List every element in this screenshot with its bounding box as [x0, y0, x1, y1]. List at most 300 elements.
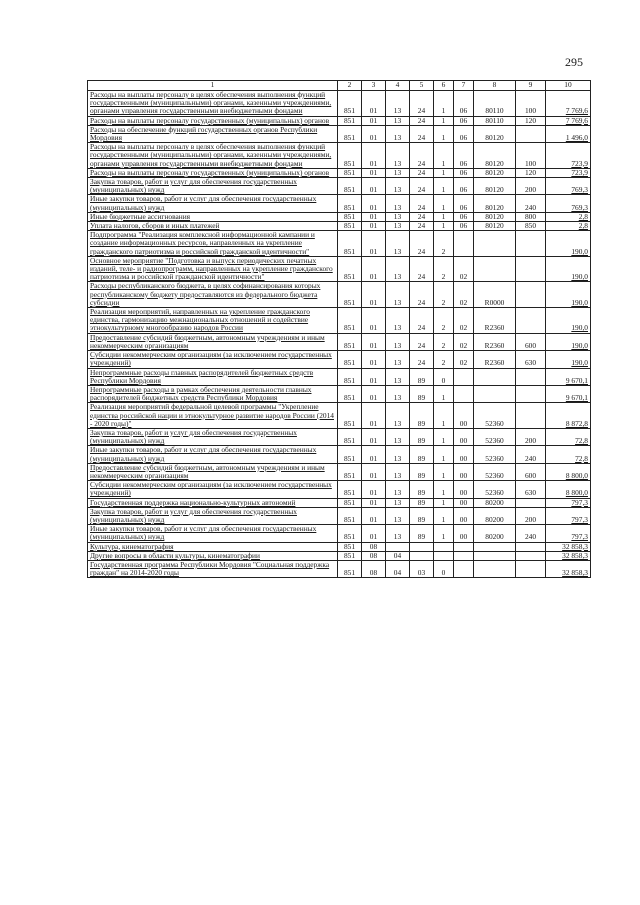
- amount-cell: 7 769,6: [546, 116, 591, 125]
- code-cell-c3: 01: [362, 195, 386, 212]
- code-cell-c2: 851: [338, 551, 362, 560]
- code-cell-c9: 200: [516, 178, 546, 195]
- amount-cell: 797,3: [546, 498, 591, 507]
- amount-cell: 190,0: [546, 308, 591, 334]
- code-cell-c6: 1: [434, 385, 454, 402]
- table-row: [88, 195, 591, 212]
- code-cell-c7: 06: [454, 168, 474, 177]
- code-cell-c8: 80200: [474, 498, 516, 507]
- code-cell-c6: 2: [434, 308, 454, 334]
- code-cell-c4: 13: [386, 222, 410, 231]
- code-cell-c4: 04: [386, 551, 410, 560]
- code-cell-c5: 24: [410, 116, 434, 125]
- code-cell-c7: [454, 368, 474, 385]
- code-cell-c7: 00: [454, 403, 474, 429]
- code-cell-c3: 01: [362, 428, 386, 445]
- code-cell-c8: 80200: [474, 507, 516, 524]
- code-cell-c4: 13: [386, 168, 410, 177]
- code-cell-c4: 13: [386, 525, 410, 542]
- code-cell-c9: 120: [516, 168, 546, 177]
- code-cell-c5: 89: [410, 507, 434, 524]
- code-cell-c9: 630: [516, 481, 546, 498]
- amount-cell: 72,8: [546, 428, 591, 445]
- code-cell-c3: 01: [362, 525, 386, 542]
- expense-name-cell: Иные бюджетные ассигнования: [88, 212, 338, 221]
- expense-name-cell: Расходы на выплаты персоналу государственных (муниципальных) органов: [88, 116, 338, 125]
- code-cell-c8: 52360: [474, 403, 516, 429]
- code-cell-c6: 1: [434, 428, 454, 445]
- amount-cell: 723,9: [546, 168, 591, 177]
- code-cell-c2: 851: [338, 560, 362, 577]
- code-cell-c3: 01: [362, 91, 386, 117]
- code-cell-c9: [516, 498, 546, 507]
- table-row: [88, 351, 591, 368]
- amount-cell: 190,0: [546, 282, 591, 308]
- code-cell-c3: 01: [362, 116, 386, 125]
- code-cell-c2: 851: [338, 222, 362, 231]
- code-cell-c8: [474, 542, 516, 551]
- code-cell-c3: 01: [362, 231, 386, 257]
- code-cell-c5: [410, 551, 434, 560]
- code-cell-c3: 01: [362, 125, 386, 142]
- code-cell-c5: 24: [410, 195, 434, 212]
- code-cell-c2: 851: [338, 143, 362, 169]
- code-cell-c7: [454, 560, 474, 577]
- code-cell-c2: 851: [338, 507, 362, 524]
- expense-name-cell: Субсидии некоммерческим организациям (за исключением государственных учреждений): [88, 351, 338, 368]
- code-cell-c8: R0000: [474, 282, 516, 308]
- code-cell-c9: [516, 368, 546, 385]
- amount-cell: 9 670,1: [546, 368, 591, 385]
- table-body: [88, 91, 591, 578]
- amount-cell: 1 496,0: [546, 125, 591, 142]
- header-cell: 1: [88, 81, 338, 91]
- code-cell-c4: 13: [386, 91, 410, 117]
- code-cell-c5: 89: [410, 481, 434, 498]
- amount-cell: 8 800,0: [546, 481, 591, 498]
- code-cell-c7: 02: [454, 351, 474, 368]
- expense-name-cell: Государственная поддержка национально-культурных автономий: [88, 498, 338, 507]
- code-cell-c9: 200: [516, 428, 546, 445]
- page-number: 295: [565, 55, 583, 69]
- amount-cell: 769,3: [546, 178, 591, 195]
- expense-name-cell: Расходы на выплаты персоналу государственных (муниципальных) органов: [88, 168, 338, 177]
- code-cell-c6: 2: [434, 351, 454, 368]
- code-cell-c9: [516, 560, 546, 577]
- code-cell-c5: 89: [410, 403, 434, 429]
- code-cell-c5: 89: [410, 525, 434, 542]
- code-cell-c9: [516, 542, 546, 551]
- expense-name-cell: Иные закупки товаров, работ и услуг для обеспечения государственных (муниципальных) нужд: [88, 195, 338, 212]
- code-cell-c7: 06: [454, 178, 474, 195]
- table-row: [88, 168, 591, 177]
- budget-table: [87, 80, 591, 578]
- amount-cell: 2,8: [546, 212, 591, 221]
- code-cell-c9: 200: [516, 507, 546, 524]
- code-cell-c8: R2360: [474, 308, 516, 334]
- code-cell-c2: 851: [338, 481, 362, 498]
- expense-name-cell: Государственная программа Республики Мордовия "Социальная поддержка граждан" на 2014-2020 годы: [88, 560, 338, 577]
- code-cell-c8: 52360: [474, 463, 516, 480]
- header-cell: 3: [362, 81, 386, 91]
- code-cell-c5: 24: [410, 168, 434, 177]
- table-row: [88, 368, 591, 385]
- expense-name-cell: Непрограммные расходы главных распорядителей бюджетных средств Республики Мордовия: [88, 368, 338, 385]
- code-cell-c4: 04: [386, 560, 410, 577]
- code-cell-c3: 01: [362, 507, 386, 524]
- expense-name-cell: Расходы на выплаты персоналу в целях обеспечения выполнения функций государственными (муниципальными) органами, казенными учреждениями, органами управления государственными внебюджетными фондами: [88, 91, 338, 117]
- code-cell-c9: 630: [516, 351, 546, 368]
- code-cell-c9: 100: [516, 91, 546, 117]
- code-cell-c4: 13: [386, 507, 410, 524]
- code-cell-c3: 01: [362, 351, 386, 368]
- amount-cell: 32 858,3: [546, 560, 591, 577]
- code-cell-c6: 1: [434, 125, 454, 142]
- code-cell-c9: 100: [516, 143, 546, 169]
- table-row: [88, 403, 591, 429]
- code-cell-c5: 24: [410, 256, 434, 282]
- amount-cell: 7 769,6: [546, 91, 591, 117]
- code-cell-c6: 0: [434, 368, 454, 385]
- amount-cell: 769,3: [546, 195, 591, 212]
- code-cell-c2: 851: [338, 446, 362, 463]
- code-cell-c7: 00: [454, 481, 474, 498]
- code-cell-c7: 06: [454, 195, 474, 212]
- code-cell-c5: 03: [410, 560, 434, 577]
- code-cell-c6: 1: [434, 195, 454, 212]
- amount-cell: 8 872,8: [546, 403, 591, 429]
- code-cell-c4: 13: [386, 403, 410, 429]
- code-cell-c4: 13: [386, 125, 410, 142]
- code-cell-c9: [516, 551, 546, 560]
- code-cell-c6: 2: [434, 282, 454, 308]
- code-cell-c2: 851: [338, 308, 362, 334]
- code-cell-c4: 13: [386, 498, 410, 507]
- code-cell-c6: 2: [434, 256, 454, 282]
- amount-cell: 723,9: [546, 143, 591, 169]
- code-cell-c7: [454, 231, 474, 257]
- code-cell-c9: [516, 403, 546, 429]
- code-cell-c6: 1: [434, 446, 454, 463]
- amount-cell: 8 800,0: [546, 463, 591, 480]
- code-cell-c5: 89: [410, 428, 434, 445]
- code-cell-c9: 600: [516, 333, 546, 350]
- table-row: [88, 282, 591, 308]
- code-cell-c5: 24: [410, 351, 434, 368]
- code-cell-c8: 52360: [474, 446, 516, 463]
- code-cell-c3: 08: [362, 542, 386, 551]
- code-cell-c9: 240: [516, 446, 546, 463]
- code-cell-c3: 01: [362, 222, 386, 231]
- code-cell-c3: 01: [362, 446, 386, 463]
- code-cell-c6: 1: [434, 498, 454, 507]
- table-row: [88, 333, 591, 350]
- table-row: [88, 481, 591, 498]
- code-cell-c7: 06: [454, 143, 474, 169]
- code-cell-c5: 24: [410, 231, 434, 257]
- amount-cell: 190,0: [546, 256, 591, 282]
- code-cell-c8: 52360: [474, 481, 516, 498]
- code-cell-c2: 851: [338, 498, 362, 507]
- header-cell: 4: [386, 81, 410, 91]
- expense-name-cell: Закупка товаров, работ и услуг для обеспечения государственных (муниципальных) нужд: [88, 507, 338, 524]
- code-cell-c4: 13: [386, 282, 410, 308]
- code-cell-c2: 851: [338, 542, 362, 551]
- code-cell-c7: 00: [454, 428, 474, 445]
- expense-name-cell: Подпрограмма "Реализация комплексной информационной кампании и создание информационных ресурсов, направленных на укрепление гражданского патриотизма и российской гражданской идентичности": [88, 231, 338, 257]
- expense-name-cell: Закупка товаров, работ и услуг для обеспечения государственных (муниципальных) нужд: [88, 178, 338, 195]
- table-row: [88, 178, 591, 195]
- code-cell-c5: 24: [410, 308, 434, 334]
- code-cell-c3: 01: [362, 308, 386, 334]
- code-cell-c2: 851: [338, 351, 362, 368]
- table-row: [88, 212, 591, 221]
- table-row: [88, 231, 591, 257]
- code-cell-c2: 851: [338, 463, 362, 480]
- amount-cell: 190,0: [546, 333, 591, 350]
- code-cell-c9: [516, 231, 546, 257]
- code-cell-c5: 24: [410, 212, 434, 221]
- code-cell-c3: 01: [362, 481, 386, 498]
- code-cell-c6: 1: [434, 178, 454, 195]
- header-cell: 10: [546, 81, 591, 91]
- header-cell: 7: [454, 81, 474, 91]
- code-cell-c8: 80120: [474, 178, 516, 195]
- code-cell-c9: 240: [516, 525, 546, 542]
- header-row: [88, 81, 591, 91]
- code-cell-c4: 13: [386, 385, 410, 402]
- code-cell-c2: 851: [338, 168, 362, 177]
- code-cell-c8: 80120: [474, 125, 516, 142]
- code-cell-c9: 800: [516, 212, 546, 221]
- expense-name-cell: Другие вопросы в области культуры, кинематографии: [88, 551, 338, 560]
- code-cell-c8: 80200: [474, 525, 516, 542]
- expense-name-cell: Закупка товаров, работ и услуг для обеспечения государственных (муниципальных) нужд: [88, 428, 338, 445]
- code-cell-c4: 13: [386, 428, 410, 445]
- code-cell-c8: 80120: [474, 222, 516, 231]
- code-cell-c4: 13: [386, 446, 410, 463]
- code-cell-c4: 13: [386, 231, 410, 257]
- code-cell-c8: [474, 560, 516, 577]
- code-cell-c9: [516, 308, 546, 334]
- code-cell-c8: [474, 231, 516, 257]
- code-cell-c4: [386, 542, 410, 551]
- expense-name-cell: Иные закупки товаров, работ и услуг для обеспечения государственных (муниципальных) нужд: [88, 446, 338, 463]
- code-cell-c7: 06: [454, 222, 474, 231]
- code-cell-c3: 01: [362, 403, 386, 429]
- code-cell-c3: 01: [362, 143, 386, 169]
- code-cell-c3: 08: [362, 560, 386, 577]
- header-cell: 6: [434, 81, 454, 91]
- code-cell-c9: 240: [516, 195, 546, 212]
- code-cell-c3: 01: [362, 282, 386, 308]
- code-cell-c7: 00: [454, 463, 474, 480]
- table-row: [88, 560, 591, 577]
- header-cell: 9: [516, 81, 546, 91]
- code-cell-c2: 851: [338, 116, 362, 125]
- code-cell-c6: 1: [434, 116, 454, 125]
- amount-cell: 2,8: [546, 222, 591, 231]
- code-cell-c3: 01: [362, 498, 386, 507]
- expense-name-cell: Субсидии некоммерческим организациям (за исключением государственных учреждений): [88, 481, 338, 498]
- code-cell-c8: [474, 368, 516, 385]
- code-cell-c8: [474, 256, 516, 282]
- code-cell-c7: 02: [454, 308, 474, 334]
- table-row: [88, 116, 591, 125]
- code-cell-c5: 89: [410, 463, 434, 480]
- code-cell-c2: 851: [338, 368, 362, 385]
- code-cell-c8: 80120: [474, 195, 516, 212]
- code-cell-c7: [454, 385, 474, 402]
- code-cell-c8: 80110: [474, 116, 516, 125]
- expense-name-cell: Предоставление субсидий бюджетным, автономным учреждениям и иным некоммерческим организациям: [88, 333, 338, 350]
- code-cell-c2: 851: [338, 385, 362, 402]
- amount-cell: 797,3: [546, 525, 591, 542]
- code-cell-c7: 06: [454, 91, 474, 117]
- code-cell-c4: 13: [386, 178, 410, 195]
- table-row: [88, 222, 591, 231]
- code-cell-c2: 851: [338, 195, 362, 212]
- code-cell-c3: 01: [362, 333, 386, 350]
- code-cell-c2: 851: [338, 403, 362, 429]
- code-cell-c2: 851: [338, 333, 362, 350]
- code-cell-c3: 01: [362, 256, 386, 282]
- expense-name-cell: Реализация мероприятий, направленных на укрепление гражданского единства, гармонизацию межнациональных отношений и содействие этнокультурному многообразию народов России: [88, 308, 338, 334]
- table-row: [88, 446, 591, 463]
- code-cell-c2: 851: [338, 212, 362, 221]
- code-cell-c3: 08: [362, 551, 386, 560]
- code-cell-c7: [454, 551, 474, 560]
- code-cell-c6: 1: [434, 212, 454, 221]
- code-cell-c2: 851: [338, 282, 362, 308]
- code-cell-c7: [454, 542, 474, 551]
- header-cell: 5: [410, 81, 434, 91]
- code-cell-c6: [434, 542, 454, 551]
- expense-name-cell: Расходы на выплаты персоналу в целях обеспечения выполнения функций государственными (муниципальными) органами, казенными учреждениями, органами управления государственными внебюджетными фондами: [88, 143, 338, 169]
- code-cell-c8: 80120: [474, 168, 516, 177]
- table-row: [88, 256, 591, 282]
- code-cell-c9: [516, 256, 546, 282]
- code-cell-c4: 13: [386, 368, 410, 385]
- amount-cell: 190,0: [546, 351, 591, 368]
- code-cell-c9: [516, 125, 546, 142]
- code-cell-c7: 00: [454, 525, 474, 542]
- code-cell-c7: 02: [454, 333, 474, 350]
- code-cell-c3: 01: [362, 463, 386, 480]
- code-cell-c5: 24: [410, 125, 434, 142]
- code-cell-c6: 2: [434, 333, 454, 350]
- table-row: [88, 551, 591, 560]
- expense-name-cell: Уплата налогов, сборов и иных платежей: [88, 222, 338, 231]
- amount-cell: 190,0: [546, 231, 591, 257]
- code-cell-c5: 24: [410, 91, 434, 117]
- code-cell-c6: 1: [434, 463, 454, 480]
- code-cell-c2: 851: [338, 231, 362, 257]
- code-cell-c7: 06: [454, 116, 474, 125]
- code-cell-c8: [474, 551, 516, 560]
- expense-name-cell: Расходы республиканского бюджета, в целях софинансирования которых республиканскому бюджету предоставляются из федерального бюджета субсидии: [88, 282, 338, 308]
- code-cell-c7: 02: [454, 282, 474, 308]
- expense-name-cell: Реализация мероприятий федеральной целевой программы "Укрепление единства российской нации и этнокультурное развитие народов России (2014 - 2020 годы)": [88, 403, 338, 429]
- table-row: [88, 428, 591, 445]
- table-row: [88, 308, 591, 334]
- code-cell-c7: 00: [454, 507, 474, 524]
- table-row: [88, 525, 591, 542]
- code-cell-c7: 06: [454, 125, 474, 142]
- code-cell-c5: 24: [410, 143, 434, 169]
- code-cell-c2: 851: [338, 525, 362, 542]
- table-row: [88, 143, 591, 169]
- code-cell-c8: [474, 385, 516, 402]
- header-cell: 2: [338, 81, 362, 91]
- code-cell-c4: 13: [386, 256, 410, 282]
- code-cell-c4: 13: [386, 308, 410, 334]
- code-cell-c6: 1: [434, 403, 454, 429]
- code-cell-c4: 13: [386, 481, 410, 498]
- code-cell-c5: 89: [410, 368, 434, 385]
- table-row: [88, 125, 591, 142]
- code-cell-c6: [434, 551, 454, 560]
- code-cell-c6: 0: [434, 560, 454, 577]
- code-cell-c9: 850: [516, 222, 546, 231]
- amount-cell: 32 858,3: [546, 542, 591, 551]
- code-cell-c9: 120: [516, 116, 546, 125]
- table-row: [88, 385, 591, 402]
- code-cell-c2: 851: [338, 178, 362, 195]
- expense-name-cell: Основное мероприятие "Подготовка и выпуск периодических печатных изданий, теле- и радиопрограмм, направленных на укрепление гражданского патриотизма и российской гражданской идентичности": [88, 256, 338, 282]
- code-cell-c8: R2360: [474, 333, 516, 350]
- code-cell-c6: 1: [434, 507, 454, 524]
- code-cell-c9: [516, 385, 546, 402]
- code-cell-c5: 89: [410, 385, 434, 402]
- code-cell-c4: 13: [386, 212, 410, 221]
- code-cell-c6: 1: [434, 143, 454, 169]
- code-cell-c8: 80110: [474, 91, 516, 117]
- amount-cell: 72,8: [546, 446, 591, 463]
- code-cell-c9: [516, 282, 546, 308]
- code-cell-c3: 01: [362, 385, 386, 402]
- code-cell-c4: 13: [386, 143, 410, 169]
- code-cell-c5: 24: [410, 222, 434, 231]
- code-cell-c5: 89: [410, 498, 434, 507]
- code-cell-c4: 13: [386, 116, 410, 125]
- code-cell-c8: 52360: [474, 428, 516, 445]
- code-cell-c7: 06: [454, 212, 474, 221]
- code-cell-c3: 01: [362, 368, 386, 385]
- table-row: [88, 507, 591, 524]
- code-cell-c4: 13: [386, 195, 410, 212]
- code-cell-c6: 1: [434, 525, 454, 542]
- code-cell-c6: 2: [434, 231, 454, 257]
- header-cell: 8: [474, 81, 516, 91]
- code-cell-c5: 24: [410, 333, 434, 350]
- code-cell-c8: 80120: [474, 212, 516, 221]
- expense-name-cell: Культура, кинематография: [88, 542, 338, 551]
- code-cell-c2: 851: [338, 428, 362, 445]
- code-cell-c2: 851: [338, 256, 362, 282]
- code-cell-c6: 1: [434, 168, 454, 177]
- code-cell-c3: 01: [362, 178, 386, 195]
- expense-name-cell: Предоставление субсидий бюджетным, автономным учреждениям и иным некоммерческим организациям: [88, 463, 338, 480]
- code-cell-c6: 1: [434, 481, 454, 498]
- code-cell-c4: 13: [386, 333, 410, 350]
- table-row: [88, 463, 591, 480]
- expense-name-cell: Непрограммные расходы в рамках обеспечения деятельности главных распорядителей бюджетных средств Республики Мордовия: [88, 385, 338, 402]
- code-cell-c3: 01: [362, 212, 386, 221]
- code-cell-c2: 851: [338, 125, 362, 142]
- code-cell-c5: 24: [410, 178, 434, 195]
- code-cell-c8: 80120: [474, 143, 516, 169]
